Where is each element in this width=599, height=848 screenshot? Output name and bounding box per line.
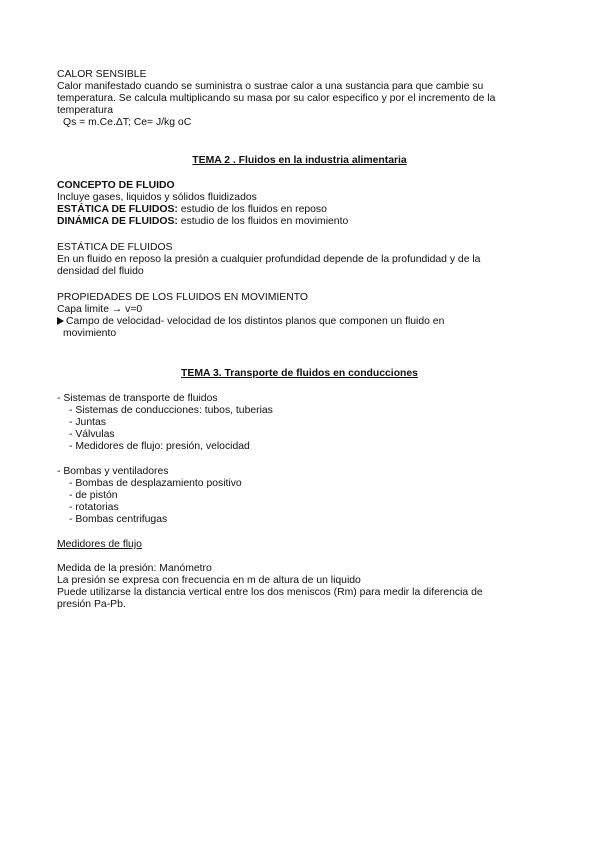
campo-line-1 — [57, 316, 537, 328]
bombas-item: - rotatorias — [69, 502, 119, 513]
triangle-bullet-icon — [57, 317, 64, 325]
estatica-text: estudio de los fluidos en reposo — [177, 204, 327, 215]
campo-line-2: movimiento — [63, 328, 117, 339]
calor-desc-line-1: Calor manifestado cuando se suministra o sustrae calor a una sustancia para que cambie su — [57, 81, 484, 92]
medidores-section — [57, 539, 537, 551]
calor-desc-line-2: temperatura. Se calcula multiplicando su masa por su calor especifico y por el incremento de la — [57, 93, 496, 104]
sistemas-item: - Medidores de flujo: presión, velocidad — [69, 441, 250, 452]
calor-formula: Qs = m.Ce.ΔT; Ce= J/kg oC — [63, 117, 192, 128]
dinamica-label: DINÁMICA DE FLUIDOS: — [57, 216, 178, 227]
estatica-heading: ESTÁTICA DE FLUIDOS — [57, 242, 173, 253]
propiedades-heading: PROPIEDADES DE LOS FLUIDOS EN MOVIMIENTO — [57, 292, 308, 303]
calor-desc-line-3: temperatura — [57, 105, 114, 116]
bombas-heading: - Bombas y ventiladores — [57, 466, 169, 477]
sistemas-section — [57, 393, 537, 453]
bombas-item: - Bombas de desplazamiento positivo — [69, 478, 242, 489]
bombas-item: - de pistón — [69, 490, 118, 501]
concepto-heading: CONCEPTO DE FLUIDO — [57, 180, 175, 191]
concepto-line: Incluye gases, liquidos y sólidos fluidizados — [57, 192, 257, 203]
medidores-heading: Medidores de flujo — [57, 539, 142, 550]
medida-section — [57, 563, 537, 611]
estatica-desc-line-1: En un fluido en reposo la presión a cualquier profundidad depende de la profundidad y de la — [57, 254, 481, 265]
estatica-definition — [57, 204, 537, 216]
medida-line: Medida de la presión: Manómetro — [57, 563, 212, 574]
dinamica-text: estudio de los fluidos en movimiento — [177, 216, 349, 227]
sistemas-item: - Sistemas de conducciones: tubos, tuberias — [69, 405, 273, 416]
dinamica-definition — [57, 216, 537, 228]
calor-heading: CALOR SENSIBLE — [57, 69, 147, 80]
sistemas-item: - Válvulas — [69, 429, 115, 440]
tema3-title: TEMA 3. Transporte de fluidos en conducciones — [181, 368, 418, 379]
estatica-desc-line-2: densidad del fluido — [57, 266, 144, 277]
tema2-title: TEMA 2 . Fluidos en la industria alimentaria — [192, 155, 407, 166]
capa-limite-line: Capa limite → v=0 — [57, 304, 143, 315]
sistemas-item: - Juntas — [69, 417, 106, 428]
puede-line-1: Puede utilizarse la distancia vertical entre los dos meniscos (Rm) para medir la diferencia de — [57, 587, 483, 598]
propiedades-section — [57, 292, 537, 340]
presion-line: La presión se expresa con frecuencia en m de altura de un liquido — [57, 575, 361, 586]
estatica-label: ESTÁTICA DE FLUIDOS: — [57, 204, 178, 215]
bombas-section — [57, 466, 537, 526]
bombas-item: - Bombas centrifugas — [69, 514, 168, 525]
sistemas-heading: - Sistemas de transporte de fluidos — [57, 393, 218, 404]
calor-sensible-section — [57, 69, 537, 129]
concepto-section — [57, 180, 537, 228]
puede-line-2: presión Pa-Pb. — [57, 599, 126, 610]
estatica-section — [57, 242, 537, 278]
campo-text: Campo de velocidad- velocidad de los distintos planos que componen un fluido en — [66, 316, 445, 327]
